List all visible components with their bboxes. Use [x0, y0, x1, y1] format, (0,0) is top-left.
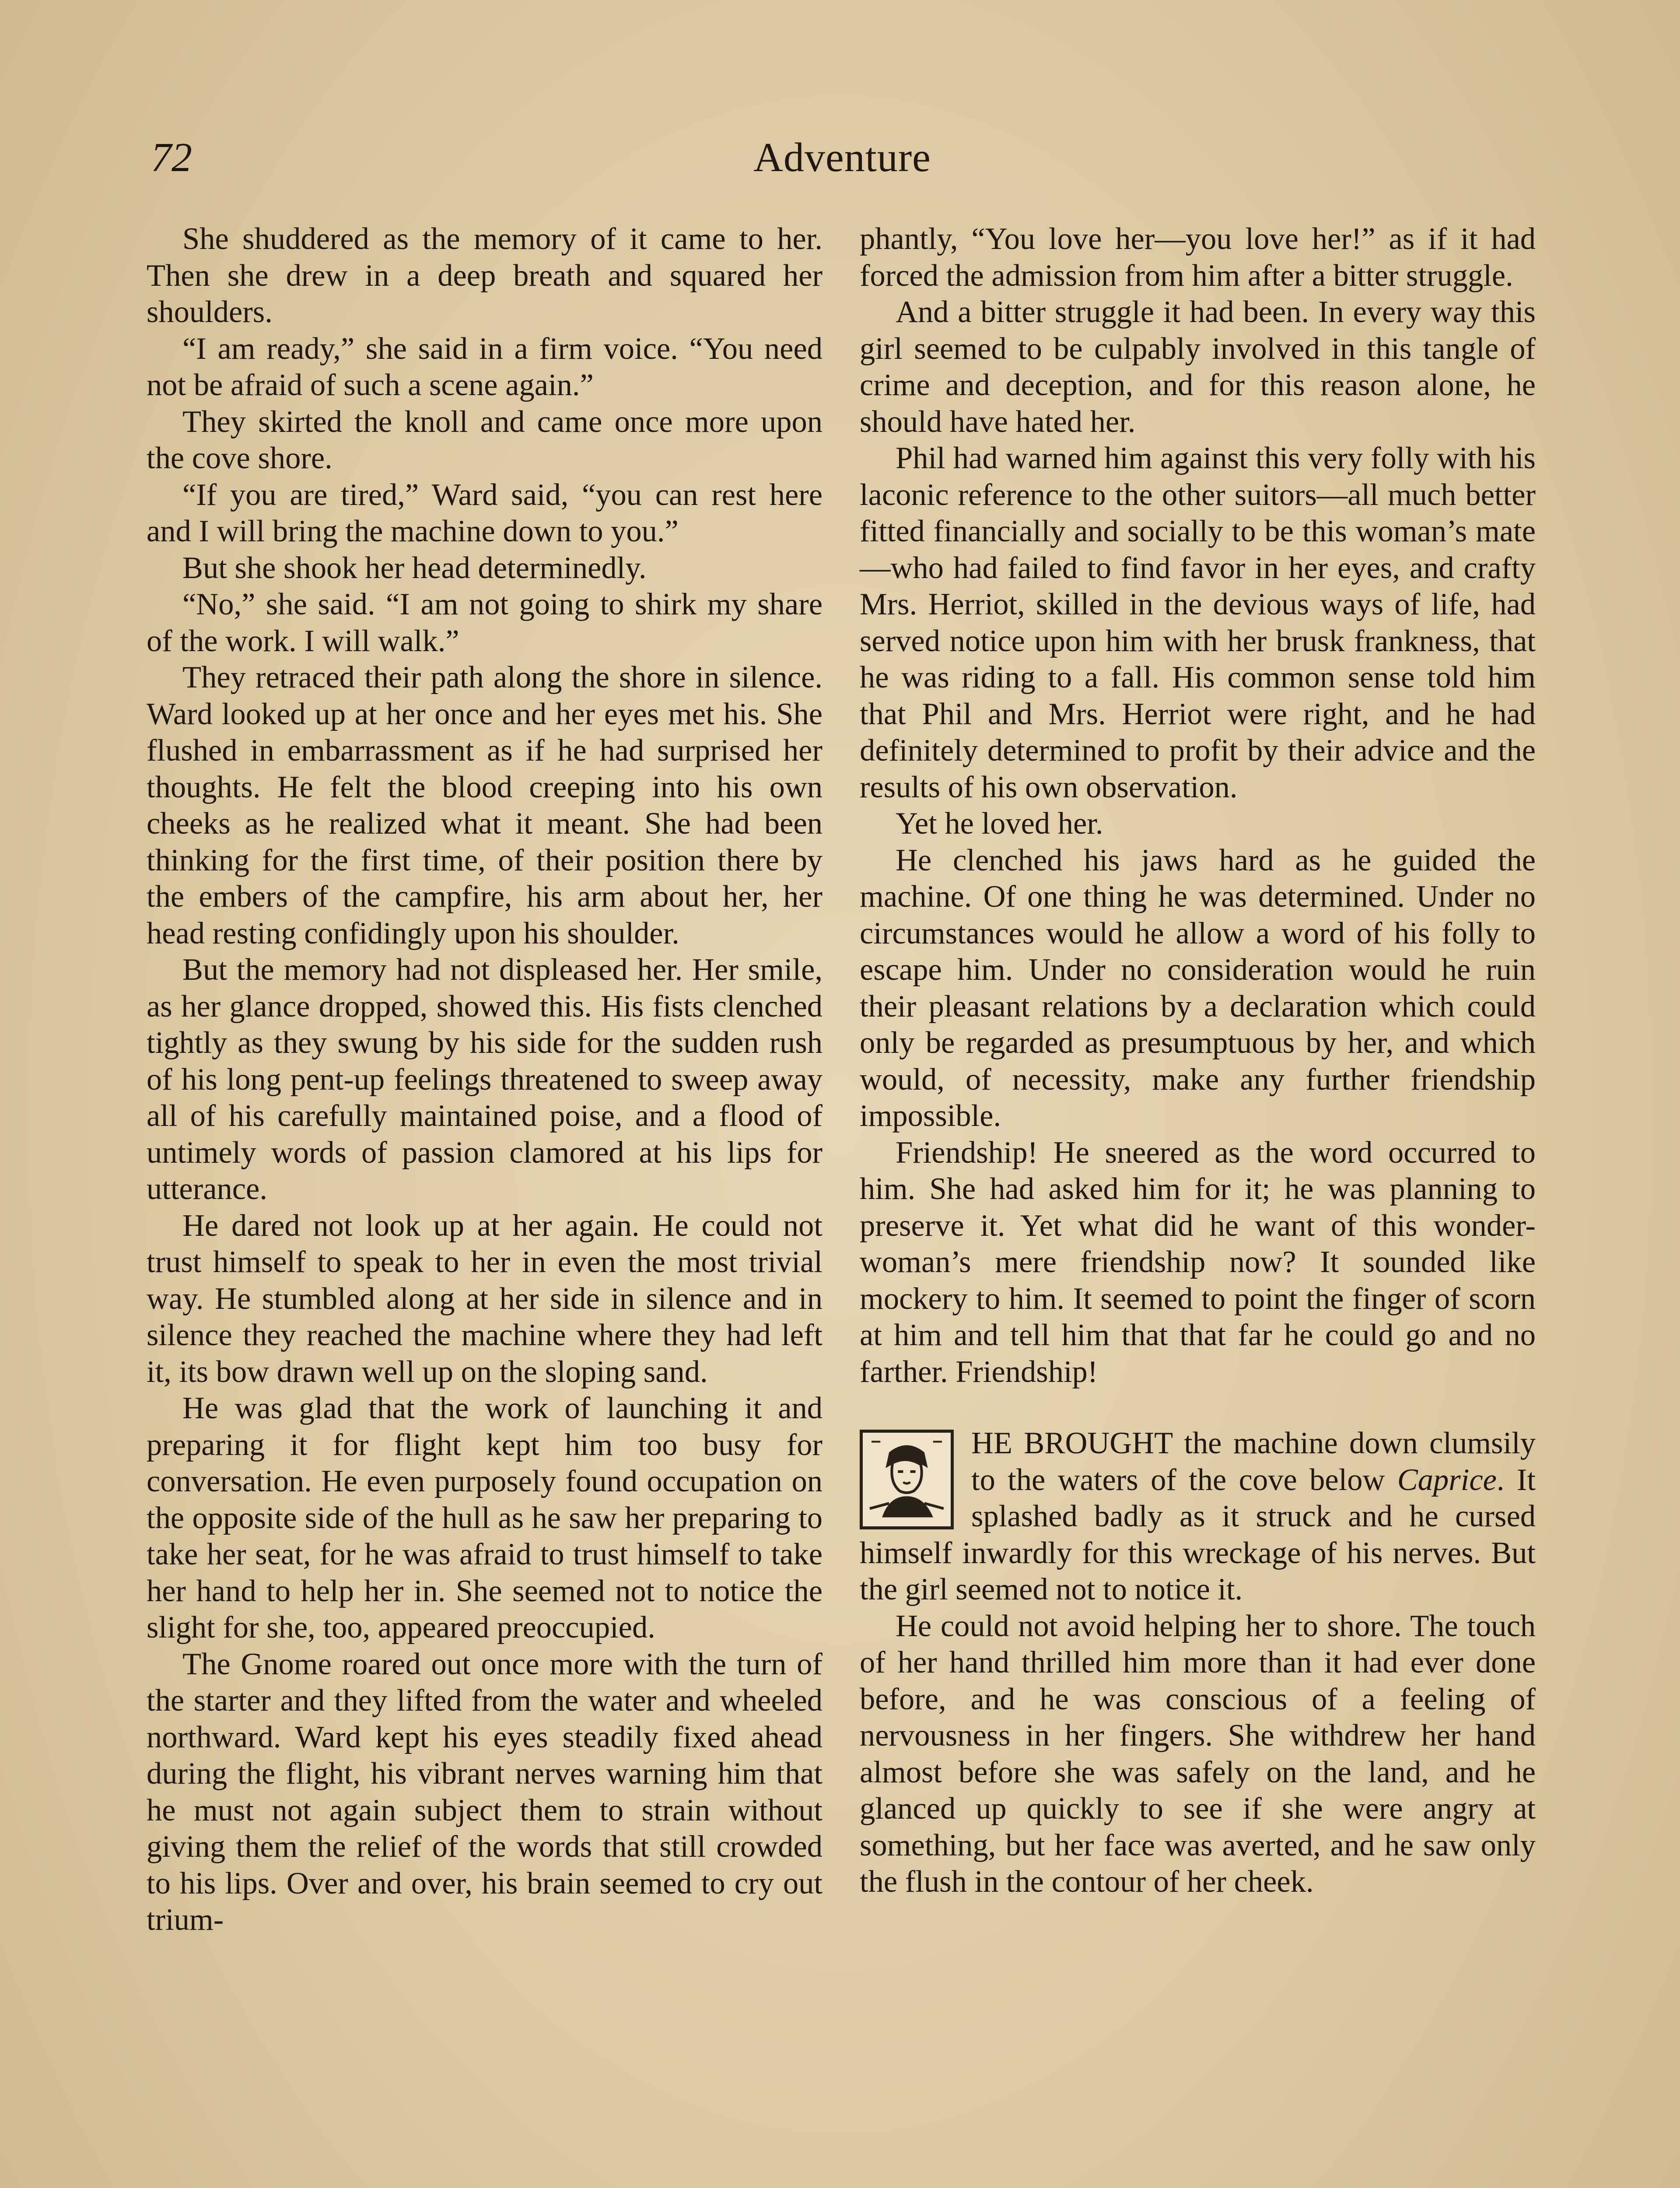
right-column [860, 221, 1536, 1900]
paragraph: He dared not look up at her again. He could not trust himself to speak to her in even the most trivial way. He stumbled along at her side in silence and in silence they reached the machine where they had left it, its bow drawn well up on the sloping sand. [147, 1208, 822, 1389]
decorative-initial-icon [860, 1430, 954, 1529]
paragraph: Yet he loved her. [896, 806, 1103, 841]
paragraph: He was glad that the work of launching it and preparing it for flight kept him too busy for conversation. He even purposely found occupation on the opposite side of the hull as he saw her preparing to take her seat, for he was afraid to trust himself to take her hand to help her in. She seemed not to notice the slight for she, too, appeared preoccupied. [147, 1391, 822, 1645]
lead-in-caps: HE BROUGHT [971, 1426, 1172, 1460]
paragraph-continuation: phantly, “You love her—you love her!” as if it had forced the admission from him after a bitter struggle. [860, 222, 1536, 293]
page-number: 72 [151, 135, 192, 180]
paragraph: “If you are tired,” Ward said, “you can rest here and I will bring the machine down to you.” [147, 477, 822, 548]
paragraph: “I am ready,” she said in a firm voice. “You need not be afraid of such a scene again.” [147, 331, 822, 402]
paragraph: But she shook her head determinedly. [182, 551, 647, 585]
italic-name: Caprice [1397, 1462, 1497, 1497]
paragraph: But the memory had not displeased her. Her smile, as her glance dropped, showed this. His fists clenched tightly as they swung by his side for the sudden rush of his long pent-up feelings threatened to sweep away all of his carefully maintained poise, and a flood of untimely words of passion clamored at his lips for utterance. [147, 953, 822, 1206]
page-header [151, 131, 1533, 184]
paragraph: Phil had warned him against this very folly with his laconic reference to the other suitors—all much better fitted financially and socially to be this woman’s mate—who had failed to find favor in her eyes, and crafty Mrs. Herriot, skilled in the devious ways of life, had served notice upon him with her brusk frankness, that he was riding to a fall. His common sense told him that Phil and Mrs. Herriot were right, and he had definitely determined to profit by their advice and the results of his own observation. [860, 441, 1536, 804]
paragraph: She shuddered as the memory of it came to her. Then she drew in a deep breath and squared her shoulders. [147, 222, 822, 329]
paragraph: They retraced their path along the shore in silence. Ward looked up at her once and her eyes met his. She flushed in embarrassment as if he had surprised her thoughts. He felt the blood creeping into his own cheeks as he realized what it meant. She had been thinking for the first time, of their position there by the embers of the campfire, his arm about her, her head resting confidingly upon his shoulder. [147, 660, 822, 950]
paragraph: He could not avoid helping her to shore. The touch of her hand thrilled him more than it had ever done before, and he was conscious of a feeling of nervousness in her fingers. She withdrew her hand almost before she was safely on the land, and he glanced up quickly to see if she were angry at something, but her face was averted, and he saw only the flush in the contour of her cheek. [860, 1609, 1536, 1899]
paragraph: The Gnome roared out once more with the turn of the starter and they lifted from the water and wheeled northward. Ward kept his eyes steadily fixed ahead during the flight, his vibrant nerves warning him that he must not again subject them to strain without giving them the relief of the words that still crowded to his lips. Over and over, his brain seemed to cry out trium- [147, 1647, 822, 1937]
paragraph: He clenched his jaws hard as he guided the machine. Of one thing he was determined. Under no circumstances would he allow a word of his folly to escape him. Under no consideration would he ruin their pleasant relations by a declaration which could only be regarded as presumptuous by her, and which would, of necessity, make any further friendship impossible. [860, 843, 1536, 1133]
paragraph: Friendship! He sneered as the word occurred to him. She had asked him for it; he was planning to preserve it. Yet what did he want of this wonder-woman’s mere friendship now? It sounded like mockery to him. It seemed to point the finger of scorn at him and tell him that that far he could go and no farther. Friendship! [860, 1135, 1536, 1389]
paragraph: “No,” she said. “I am not going to shirk my share of the work. I will walk.” [147, 587, 822, 658]
magazine-title: Adventure [753, 135, 931, 180]
paragraph: They skirted the knoll and came once more upon the cove shore. [147, 404, 822, 475]
opening-text-end: . It splashed badly as it struck and he cursed himself inwardly for this wreckage of his nerves. But the girl seemed not to notice it. [860, 1462, 1536, 1606]
opening-text: the machine down clumsily to the waters of the cove below [971, 1426, 1536, 1497]
left-column [147, 221, 822, 1939]
section-break [860, 1390, 1536, 1425]
paragraph: And a bitter struggle it had been. In every way this girl seemed to be culpably involved in this tangle of crime and deception, and for this reason alone, he should have hated her. [860, 295, 1536, 439]
section-opening [860, 1425, 1536, 1608]
